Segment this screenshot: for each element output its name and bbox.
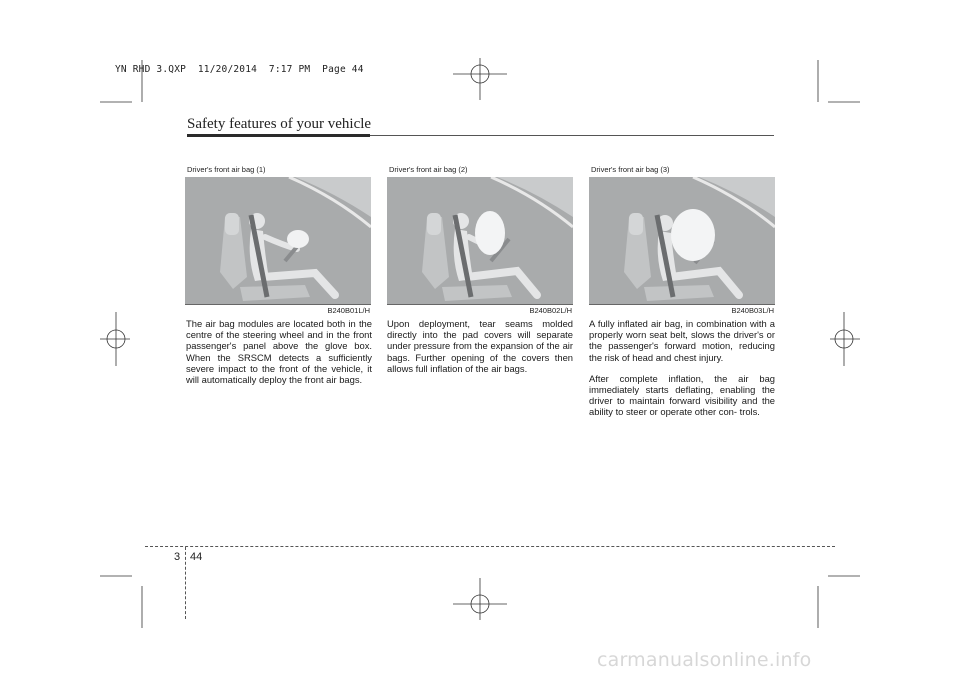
figure-code: B240B03L/H: [731, 306, 774, 315]
registration-target-top: [453, 58, 507, 100]
airbag-illustration-3: [589, 177, 775, 304]
figure-rule: [185, 304, 371, 305]
figure-rule: [387, 304, 573, 305]
watermark: carmanualsonline.info: [597, 649, 812, 671]
figure-code: B240B02L/H: [529, 306, 572, 315]
figure-airbag-2: [387, 165, 573, 315]
figure-caption: Driver's front air bag (3): [591, 165, 670, 174]
title-rule-thick: [187, 134, 370, 137]
figure-caption: Driver's front air bag (2): [389, 165, 468, 174]
chapter-number: 3: [174, 551, 181, 563]
text-column-1: [186, 318, 372, 395]
figure-code: B240B01L/H: [327, 306, 370, 315]
paragraph: Upon deployment, tear seams molded directly into the pad covers will separate under pressure from the expansion of the air bags. Further opening of the covers then allows full inflation of the air bags.: [387, 318, 573, 374]
text-column-2: [387, 318, 573, 384]
airbag-illustration-2: [387, 177, 573, 304]
print-slug: YN RHD 3.QXP 11/20/2014 7:17 PM Page 44: [115, 64, 364, 75]
footer-rule: [145, 546, 835, 547]
title-rule-thin: [370, 135, 774, 136]
paragraph: The air bag modules are located both in the centre of the steering wheel and in the front passenger's panel above the glove box. When the SRSCM detects a sufficiently severe impact to the front of the vehicle, it will automatically deploy the front air bags.: [186, 318, 372, 386]
figure-airbag-1: [185, 165, 371, 315]
registration-target-bottom: [453, 578, 507, 620]
figure-airbag-3: [589, 165, 775, 315]
section-title: Safety features of your vehicle: [187, 116, 372, 132]
page-number: 44: [190, 551, 203, 563]
registration-target-right: [830, 312, 860, 366]
figure-caption: Driver's front air bag (1): [187, 165, 266, 174]
paragraph: A fully inflated air bag, in combination with a properly worn seat belt, slows the driver's or the passenger's forward motion, reducing the risk of head and chest injury.: [589, 318, 775, 363]
text-column-3: [589, 318, 775, 428]
footer-separator: [185, 547, 186, 619]
figure-rule: [589, 304, 775, 305]
registration-target-left: [100, 312, 130, 366]
airbag-illustration-1: [185, 177, 371, 304]
paragraph: After complete inflation, the air bag immediately starts deflating, enabling the driver to maintain forward visibility and the ability to steer or operate other con- trols.: [589, 372, 775, 418]
